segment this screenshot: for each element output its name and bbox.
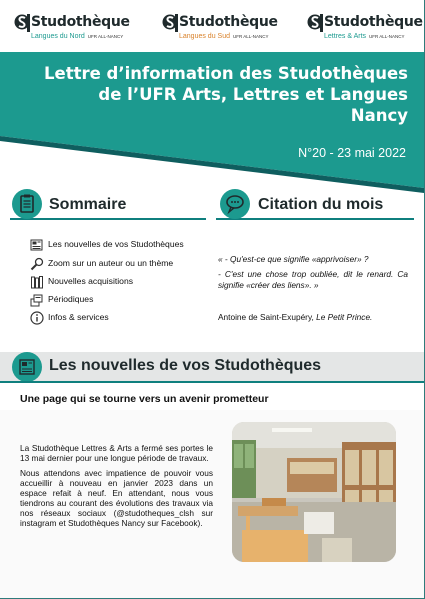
logo-subtitle: Lettres & Arts UFR ALL-NANCY	[324, 33, 405, 40]
sommaire-item-zoom[interactable]	[30, 257, 210, 273]
logo-subtitle: Langues du Nord UFR ALL-NANCY	[31, 33, 124, 40]
logo-langues-du-sud[interactable]	[162, 12, 282, 46]
news-paragraph: La Studothèque Lettres & Arts a fermé ses portes le 13 mai dernier pour une longue période de travaux.	[20, 443, 213, 463]
sommaire-item-label: Périodiques	[48, 294, 94, 304]
sommaire-item-label: Nouvelles acquisitions	[48, 276, 134, 286]
sommaire-item-label: Infos & services	[48, 312, 109, 322]
speech-bubble-icon	[220, 189, 250, 219]
magnifier-icon	[30, 257, 44, 271]
citation-quote	[218, 254, 408, 295]
logo-name: Studothèque	[179, 14, 278, 30]
citation-title: Citation du mois	[258, 196, 384, 213]
quote-work: Le Petit Prince.	[316, 312, 373, 322]
logo-name: Studothèque	[324, 14, 423, 30]
clipboard-icon	[12, 189, 42, 219]
logo-langues-du-nord[interactable]	[14, 12, 134, 46]
logo-name: Studothèque	[31, 14, 130, 30]
sommaire-item-label: Les nouvelles de vos Studothèques	[48, 239, 184, 249]
news-subtitle: Une page qui se tourne vers un avenir prometteur	[20, 393, 269, 405]
quote-author: Antoine de Saint-Exupéry, Le Petit Prince.	[218, 312, 373, 322]
periodicals-icon	[30, 293, 44, 307]
news-body	[20, 443, 213, 533]
issue-number: N°20 - 23 mai 2022	[298, 146, 406, 160]
info-icon	[30, 311, 44, 325]
news-title: Les nouvelles de vos Studothèques	[49, 357, 322, 374]
logo-lettres-arts[interactable]	[307, 12, 423, 46]
logo-subtitle: Langues du Sud UFR ALL-NANCY	[179, 33, 269, 40]
newspaper-icon	[12, 352, 42, 382]
sommaire-item-label: Zoom sur un auteur ou un thème	[48, 258, 174, 268]
sommaire-item-infos[interactable]	[30, 311, 210, 327]
news-paragraph: Nous attendons avec impatience de pouvoir vous accueillir à nouveau en janvier 2023 dans un espace refait à neuf. En attendant, nous vous tiendrons au courant des évolutions des travaux via nos réseaux sociaux (@studotheques_clsh sur instagram et Studothèques Nancy sur Facebook).	[20, 468, 213, 528]
sommaire-item-periodiques[interactable]	[30, 293, 210, 309]
logo-bar	[0, 0, 424, 48]
sommaire-item-acquisitions[interactable]	[30, 275, 210, 291]
books-icon	[30, 275, 44, 289]
news-underline	[0, 381, 424, 383]
studotheque-interior-photo	[232, 422, 396, 562]
newspaper-icon	[30, 238, 44, 252]
quote-line-2: - C'est une chose trop oubliée, dit le renard. Ca signifie «créer des liens». »	[218, 269, 408, 290]
quote-line-1: « - Qu'est-ce que signifie «apprivoiser» ?	[218, 254, 369, 264]
sommaire-title: Sommaire	[49, 196, 127, 213]
newsletter-title: Lettre d’information des Studothèques de l’UFR Arts, Lettres et Langues Nancy	[43, 64, 408, 125]
sommaire-item-nouvelles[interactable]	[30, 238, 210, 254]
